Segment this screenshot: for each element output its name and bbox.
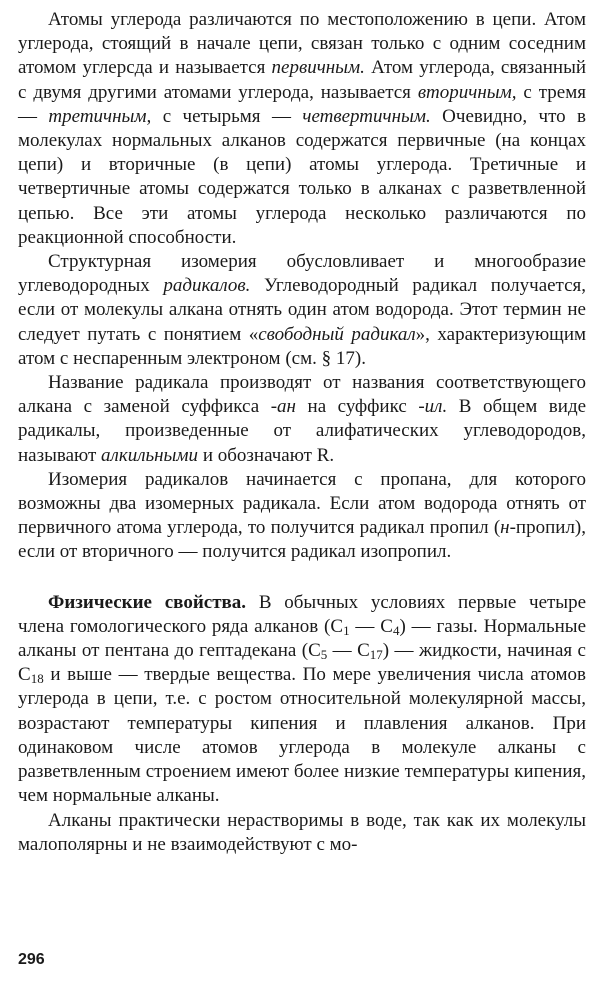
text-run: с тремя — — [18, 81, 586, 127]
subscript: 4 — [392, 622, 400, 638]
paragraph-radical-naming — [18, 371, 586, 468]
subscript: 18 — [30, 671, 44, 687]
term-primary: первичным. — [271, 57, 365, 79]
term-normal-prefix: н — [500, 517, 510, 539]
term-free-radical: свободный радикал — [258, 323, 416, 345]
term-radicals: радикалов. — [163, 275, 251, 297]
subscript: 17 — [369, 647, 383, 663]
text-run: Углеводородный радикал получается, если от молекулы алкана отнять один атом водорода. Этот термин не следует путать с понятием « — [18, 275, 587, 345]
paragraph-radicals — [18, 250, 586, 371]
page-number: 296 — [18, 951, 45, 968]
text-run: — С — [355, 615, 393, 637]
paragraph-solubility — [18, 809, 586, 857]
text-run: Название радикала производят от названия соответствующего алкана с заменой суффикса — [18, 372, 586, 418]
text-run: Алканы практически нерастворимы в воде, так как их молекулы малополярны и не взаимодействуют с мо- — [18, 809, 586, 855]
text-run: В обычных условиях первые четыре члена гомологического ряда алканов (С — [18, 591, 587, 637]
text-run: Атом углерода, связанный с двумя другими атомами углерода, называется — [18, 57, 587, 103]
term-secondary: вторичным, — [417, 81, 517, 103]
paragraph-radical-isomerism — [18, 468, 586, 565]
term-alkyl: алкильными — [101, 444, 199, 466]
text-run: -пропил), если от вторичного — получится радикал изопропил. — [18, 517, 586, 563]
text-run: и обозначают R. — [202, 444, 335, 466]
section-gap — [18, 565, 586, 591]
paragraph-carbon-atoms — [18, 8, 586, 250]
term-suffix-an: -ан — [270, 396, 296, 418]
text-run: — С — [332, 640, 370, 662]
section-heading: Физические свойства. — [48, 591, 247, 613]
text-run: В общем виде радикалы, произведенные от алифатических углеводородов, называют — [18, 396, 587, 466]
paragraph-physical-properties — [18, 591, 586, 809]
text-run: на суффикс — [307, 396, 407, 418]
term-quaternary: четвертичным. — [302, 105, 431, 127]
term-tertiary: третичным, — [48, 105, 152, 127]
text-run: Атомы углерода различаются по местоположению в цепи. Атом углерода, стоящий в начале цепи, связан только с одним соседним атомом углерсда и называется — [18, 9, 586, 79]
text-run: с четырьмя — — [162, 105, 291, 127]
text-run: ) — газы. Нормальные алканы от пентана до гептадекана (С — [18, 615, 587, 662]
subscript: 5 — [320, 647, 328, 663]
text-run: Очевидно, что в молекулах нормальных алканов содержатся первичные (на концах цепи) и вторичные (в цепи) атомы углерода. Третичные и четвертичные атомы содержатся только в алканах с разветвленной цепью. Все эти атомы углерода несколько различаются по реакционной способности. — [18, 105, 587, 248]
subscript: 1 — [343, 622, 350, 638]
text-run: Изомерия радикалов начинается с пропана, для которого возможны два изомерных радикала. Если атом водорода отнять от первичного атома углерода, то получится радикал пропил ( — [18, 468, 586, 539]
text-run: ) — жидкости, начиная с С — [18, 640, 586, 686]
text-run: », характеризующим атом с неспаренным электроном (см. § 17). — [18, 323, 587, 369]
term-suffix-il: -ил. — [418, 396, 448, 418]
text-run: и выше — твердые вещества. По мере увеличения числа атомов углерода в цепи, т.е. с ростом относительной молекулярной массы, возрастают температуры кипения и плавления алканов. При одинаковом числе атомов углерода в молекуле алканы с разветвленным строением имеют более низкие температуры кипения, чем нормальные алканы. — [18, 664, 587, 807]
text-run: Структурная изомерия обусловливает и многообразие углеводородных — [18, 251, 586, 297]
